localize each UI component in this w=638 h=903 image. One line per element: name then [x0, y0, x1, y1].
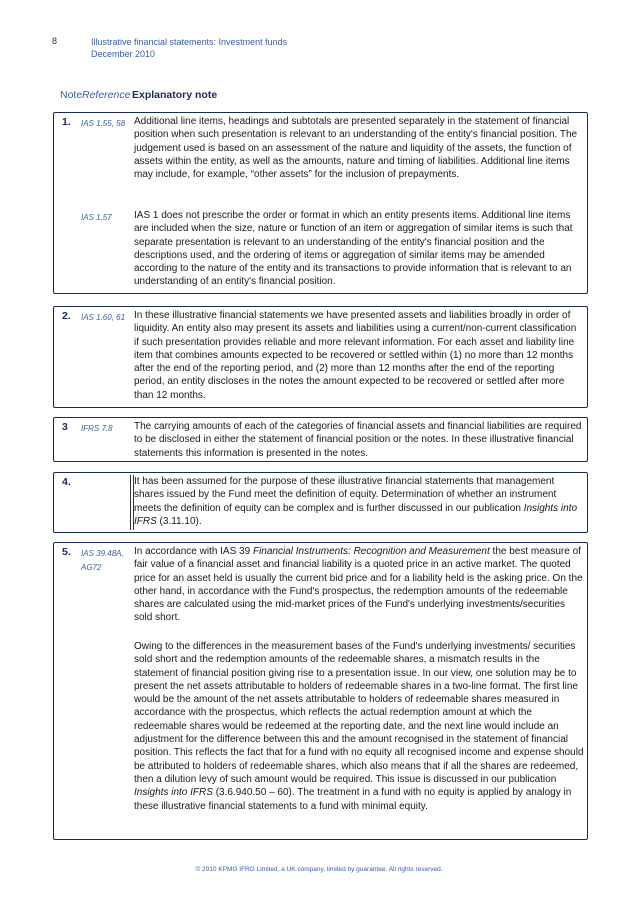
note-box-3: [53, 417, 588, 462]
note-box-5: [53, 542, 588, 840]
note-number: 1.: [62, 116, 71, 128]
document-header: [91, 36, 287, 60]
note-reference: IAS 1.55, 58: [81, 119, 126, 128]
note-box-1: [53, 112, 588, 294]
note-number: 3: [62, 421, 68, 433]
note-text: [134, 545, 584, 625]
note-reference: IAS 1.57: [81, 213, 112, 222]
note-text: In these illustrative financial statements we have presented assets and liabilities broadly in order of liquidity. An entity also may present its assets and liabilities using a current/non-current classification if such presentation provides reliable and more relevant information. For each asset and liability line item that combines amounts expected to be recovered or settled within (1) no more than 12 months after the end of the reporting period, and (2) more than 12 months after the end of the reporting period, an entity discloses in the notes the amount expected to be recovered or settled after more than 12 months.: [134, 310, 577, 401]
note-text: The carrying amounts of each of the categories of financial assets and financial liabilities are required to be disclosed in either the statement of financial position or the notes. In these illustrative financial statements this information is presented in the notes.: [134, 421, 582, 459]
copyright-footer: © 2010 KPMG IFRG Limited, a UK company, limited by guarantee. All rights reserved.: [195, 866, 443, 873]
document-date: December 2010: [91, 49, 156, 59]
note-box-4: [53, 472, 588, 533]
note-number: 4.: [62, 476, 71, 488]
note-text: [134, 640, 584, 813]
note-reference: IAS 1.60, 61: [81, 313, 126, 322]
note-text: IAS 1 does not prescribe the order or format in which an entity presents items. Additional line items are included when the size, nature or function of an item or aggregation of similar items is such that separate presentation is relevant to an understanding of the entity's financial position and the descriptions used, and the ordering of items or aggregation of similar items may be amended according to the nature of the entity and its transactions to provide information that is relevant to an understanding of an entity's financial position.: [134, 210, 573, 288]
note-number: 2.: [62, 310, 71, 322]
heading-reference: Reference: [82, 89, 131, 101]
note-reference: IFRS 7.8: [81, 424, 113, 433]
note-reference: AG72: [81, 563, 102, 572]
page-number: 8: [52, 36, 58, 46]
heading-note: Note: [60, 89, 83, 101]
heading-explanatory-note: Explanatory note: [132, 89, 218, 101]
note-text: Additional line items, headings and subtotals are presented separately in the statement of financial position when such presentation is relevant to an understanding of the entity's financial position. The judgement used is based on an assessment of the nature and liquidity of the assets, the function of assets within the entity, as well as the amounts, nature and timing of liabilities. Additional line items may include, for example, “other assets” for the inclusion of prepayments.: [134, 116, 578, 181]
document-title: Illustrative financial statements: Investment funds: [91, 37, 288, 47]
note-number: 5.: [62, 546, 71, 558]
note-paragraph: In accordance with IAS 39 Financial Instruments: Recognition and Measurement the best measure of fair value of a financial asset and financial liability is a quoted price in an active market. The quoted price for an asset held is usually the current bid price and for a liability held is the asking price. On the other hand, in accordance with the Fund's prospectus, the redemption amounts of the redeemable shares are calculated using the mid-market prices of the Fund's underlying investments/securities sold short.: [134, 546, 583, 624]
note-box-2: [53, 306, 588, 408]
note-text: It has been assumed for the purpose of these illustrative financial statements that management shares issued by the Fund meet the definition of equity. Determination of whether an instrument meets the definition of equity can be complex and is further discussed in our publication Insights into IFRS (3.11.10).: [134, 476, 578, 527]
note-reference: IAS 39.48A,: [81, 549, 124, 558]
note-paragraph: Owing to the differences in the measurement bases of the Fund's underlying investments/ securities sold short and the redemption amounts of the redeemable shares, a mismatch results in the statement of financial position giving rise to a presentation issue. In our view, one solution may be to present the net assets attributable to holders of redeemable shares in a two-line format. The first line would be the amount of the net assets attributable to holders of redeemable shares measured in accordance with the prospectus, which reflects the actual redemption amount at which the redeemable shares would be redeemed at the reporting date, and the next line would include an adjustment for the difference between this and the amount recognised in the statement of financial position. This reflects the fact that for a fund with no equity all recognised income and expense should be attributed to holders of redeemable shares, which also means that if all the shares are redeemed, then a dilution levy of such amount would be required. This issue is discussed in our publication Insights into IFRS (3.6.940.50 – 60). The treatment in a fund with no equity is applied by analogy in these illustrative financial statements to a fund with minimal equity.: [134, 641, 584, 812]
